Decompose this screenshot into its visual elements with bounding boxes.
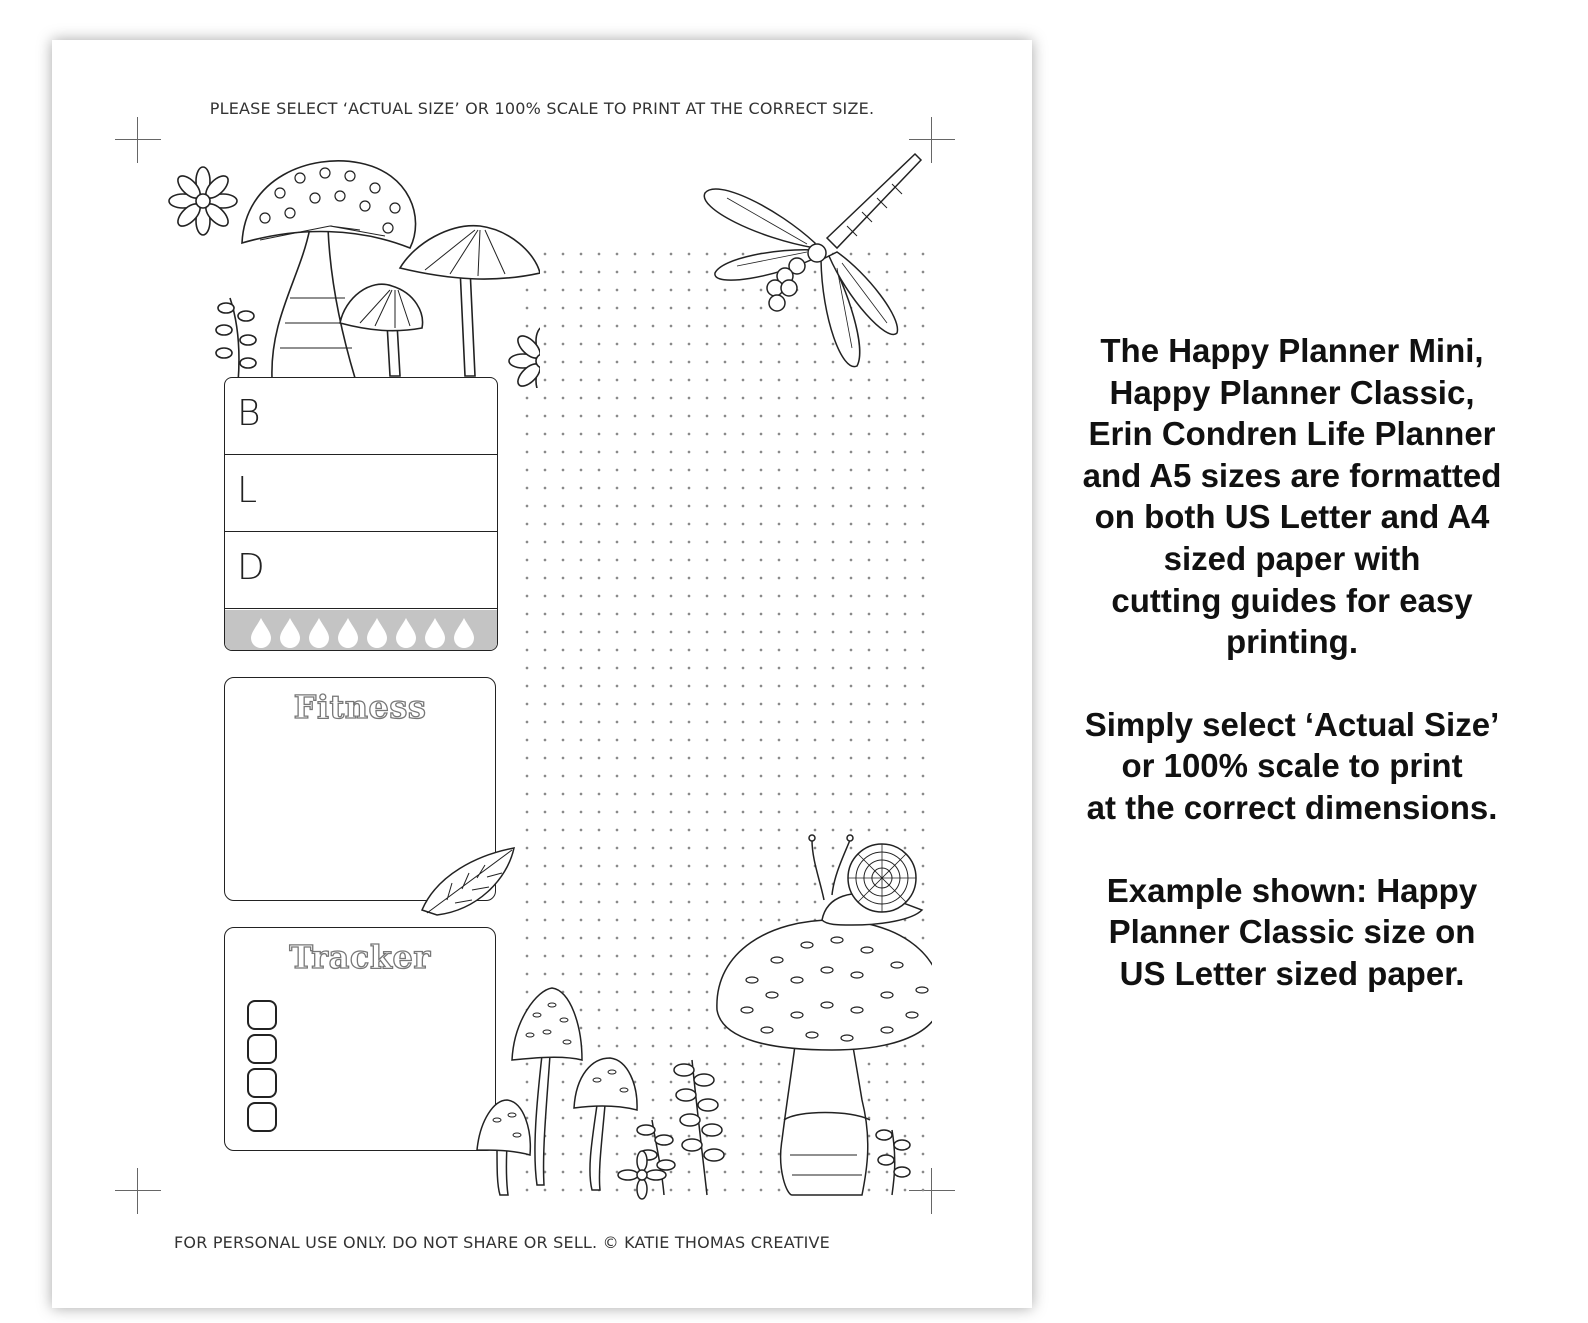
description-line: on both US Letter and A4 <box>1094 498 1490 536</box>
meals-box <box>224 377 498 651</box>
water-drop-icon <box>309 618 329 648</box>
tracker-title: Tracker <box>289 938 431 976</box>
fitness-title: Fitness <box>293 688 427 726</box>
mushroom-cluster-illustration <box>160 148 540 388</box>
description-paragraph-2 <box>1058 704 1526 829</box>
dragonfly-illustration <box>697 148 927 378</box>
water-drop-icon <box>367 618 387 648</box>
description-line: Happy Planner Classic, <box>1109 373 1475 411</box>
description-line: sized paper with <box>1163 539 1421 577</box>
description-line: Planner Classic size on <box>1108 913 1476 951</box>
copyright-footer: FOR PERSONAL USE ONLY. DO NOT SHARE OR SELL. © KATIE THOMAS CREATIVE <box>174 1233 830 1252</box>
water-drop-icon <box>396 618 416 648</box>
description-text <box>1058 330 1526 1035</box>
description-line: Erin Condren Life Planner <box>1088 415 1496 453</box>
habit-checkbox[interactable] <box>247 1034 277 1064</box>
description-line: Example shown: Happy <box>1106 871 1478 909</box>
crop-mark-bottom-left <box>115 1168 161 1214</box>
meal-row-dinner[interactable] <box>225 532 497 609</box>
bottom-mushroom-snail-illustration <box>452 800 932 1200</box>
meal-row-lunch[interactable] <box>225 455 497 532</box>
meal-label: D <box>237 547 265 588</box>
planner-sheet <box>52 40 1032 1308</box>
description-line: printing. <box>1226 623 1358 661</box>
water-drops <box>225 610 497 650</box>
description-paragraph-3 <box>1058 870 1526 995</box>
print-instruction: PLEASE SELECT ‘ACTUAL SIZE’ OR 100% SCALE TO PRINT AT THE CORRECT SIZE. <box>209 99 875 118</box>
description-line: at the correct dimensions. <box>1086 788 1498 826</box>
water-drop-icon <box>425 618 445 648</box>
meal-label: L <box>237 470 258 511</box>
description-line: Simply select ‘Actual Size’ <box>1084 705 1500 743</box>
description-line: The Happy Planner Mini, <box>1100 332 1484 369</box>
crop-mark-top-left <box>115 117 161 163</box>
water-drop-icon <box>251 618 271 648</box>
meal-row-breakfast[interactable] <box>225 378 497 455</box>
description-line: cutting guides for easy <box>1111 581 1473 619</box>
water-drop-icon <box>454 618 474 648</box>
habit-checkbox[interactable] <box>247 1068 277 1098</box>
water-drop-icon <box>280 618 300 648</box>
habit-checkbox[interactable] <box>247 1000 277 1030</box>
habit-checkbox[interactable] <box>247 1102 277 1132</box>
description-paragraph-1 <box>1058 330 1526 663</box>
description-line: or 100% scale to print <box>1121 747 1463 785</box>
description-line: US Letter sized paper. <box>1119 954 1465 992</box>
water-tracker <box>225 610 497 650</box>
description-line: and A5 sizes are formatted <box>1082 456 1502 494</box>
meal-label: B <box>237 393 261 434</box>
water-drop-icon <box>338 618 358 648</box>
